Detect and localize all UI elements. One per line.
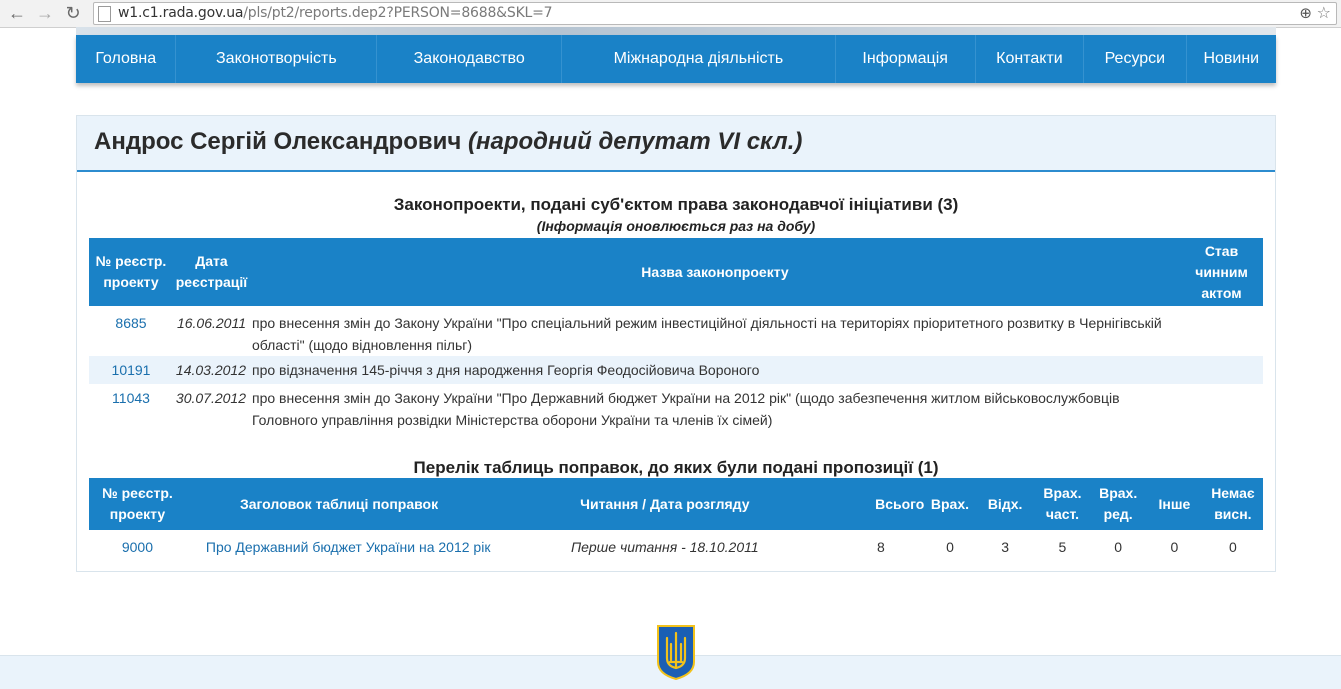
- deputy-panel: [76, 115, 1276, 572]
- menu-lawmaking[interactable]: Законотворчість: [176, 35, 377, 83]
- page-title: [94, 128, 802, 156]
- col-header-status: Став чинним актом: [1180, 238, 1263, 306]
- col-header-num: № реєстр. проекту: [89, 478, 186, 530]
- main-menu: [76, 35, 1276, 83]
- reload-icon[interactable]: ↻: [65, 3, 81, 23]
- deputy-role: (народний депутат VI скл.): [467, 128, 803, 155]
- amendment-rejected: 3: [1001, 539, 1009, 555]
- amendment-total: 8: [877, 539, 885, 555]
- bill-number-link[interactable]: 8685: [115, 315, 147, 331]
- amendment-title-link[interactable]: Про Державний бюджет України на 2012 рік: [205, 539, 491, 555]
- amendment-edited: 0: [1114, 539, 1123, 555]
- menu-contacts[interactable]: Контакти: [976, 35, 1084, 83]
- bill-number-link[interactable]: 11043: [112, 390, 150, 406]
- bill-date: 14.03.2012: [173, 356, 250, 384]
- amendment-other: 0: [1170, 539, 1179, 555]
- col-header-title: Заголовок таблиці поправок: [186, 478, 492, 530]
- amendments-table-header: [89, 478, 1263, 530]
- bill-date: 30.07.2012: [175, 390, 246, 406]
- col-header-num: № реєстр. проекту: [89, 238, 173, 306]
- bills-section-title: Законопроекти, подані суб'єктом права законодавчої ініціативи (3): [393, 195, 959, 214]
- col-header-rejected: Відх.: [976, 478, 1035, 530]
- bill-number-link[interactable]: 10191: [111, 362, 151, 378]
- header-banner: [76, 27, 1276, 35]
- bills-update-note: (Інформація оновлюється раз на добу): [536, 218, 816, 234]
- menu-home[interactable]: Головна: [76, 35, 176, 83]
- browser-toolbar: [0, 0, 1341, 28]
- amendments-table: [89, 478, 1263, 564]
- deputy-name: Андрос Сергій Олександрович: [94, 128, 462, 155]
- bill-name: про внесення змін до Закону України "Про Державний бюджет України на 2012 рік" (щодо забезпечення житлом військовослужбовців Головного управління розвідки Міністерства оборони України та членів їх сімей): [252, 390, 1120, 428]
- menu-news[interactable]: Новини: [1203, 50, 1260, 67]
- amendment-partial: 5: [1058, 539, 1067, 555]
- col-header-name: Назва законопроекту: [250, 238, 1180, 306]
- bill-date: 16.06.2011: [176, 315, 246, 331]
- table-row: [89, 306, 1263, 356]
- zoom-icon[interactable]: ⊕: [1299, 5, 1312, 22]
- menu-resources[interactable]: Ресурси: [1084, 35, 1186, 83]
- table-row: [89, 356, 1263, 384]
- col-header-edited: Врах. ред.: [1090, 478, 1146, 530]
- table-row: [89, 384, 1263, 432]
- bills-table: [89, 238, 1263, 432]
- bill-status: [1180, 306, 1263, 356]
- forward-arrow-icon[interactable]: →: [36, 3, 54, 23]
- bill-name: про відзначення 145-річчя з дня народження Георгія Феодосійовича Вороного: [250, 356, 1180, 384]
- bill-status: [1180, 356, 1263, 384]
- menu-legislation[interactable]: Законодавство: [377, 35, 562, 83]
- menu-international[interactable]: Міжнародна діяльність: [562, 35, 835, 83]
- table-row: [89, 530, 1263, 564]
- menu-information[interactable]: Інформація: [836, 35, 976, 83]
- coat-of-arms-icon: [656, 624, 696, 680]
- panel-header: [77, 116, 1275, 172]
- col-header-none: Немає висн.: [1203, 478, 1263, 530]
- amendment-accepted: 0: [946, 539, 954, 555]
- col-header-partial: Врах. част.: [1035, 478, 1091, 530]
- bill-name: про внесення змін до Закону України "Про спеціальний режим інвестиційної діяльності на територіях пріоритетного розвитку в Чернігівській області" (щодо відновлення пільг): [252, 315, 1162, 353]
- bill-status: [1180, 384, 1263, 432]
- amendment-reading: Перше читання - 18.10.2011: [570, 539, 759, 555]
- address-bar[interactable]: [93, 2, 1337, 25]
- col-header-other: Інше: [1146, 478, 1203, 530]
- amendment-none: 0: [1228, 539, 1237, 555]
- amendment-number-link[interactable]: 9000: [121, 539, 154, 555]
- bills-table-header: [89, 238, 1263, 306]
- url-text: w1.c1.rada.gov.ua/pls/pt2/reports.dep2?PERSON=8688&SKL=7: [118, 5, 553, 21]
- bookmark-star-icon[interactable]: ☆: [1316, 5, 1331, 22]
- back-arrow-icon[interactable]: ←: [8, 3, 26, 23]
- col-header-date: Дата реєстрації: [173, 238, 250, 306]
- col-header-reading: Читання / Дата розгляду: [492, 478, 837, 530]
- page-icon: [98, 6, 111, 22]
- col-header-total: Всього: [837, 478, 924, 530]
- amendments-section-title: Перелік таблиць поправок, до яких були подані пропозиції (1): [413, 458, 939, 477]
- col-header-accepted: Врах.: [924, 478, 975, 530]
